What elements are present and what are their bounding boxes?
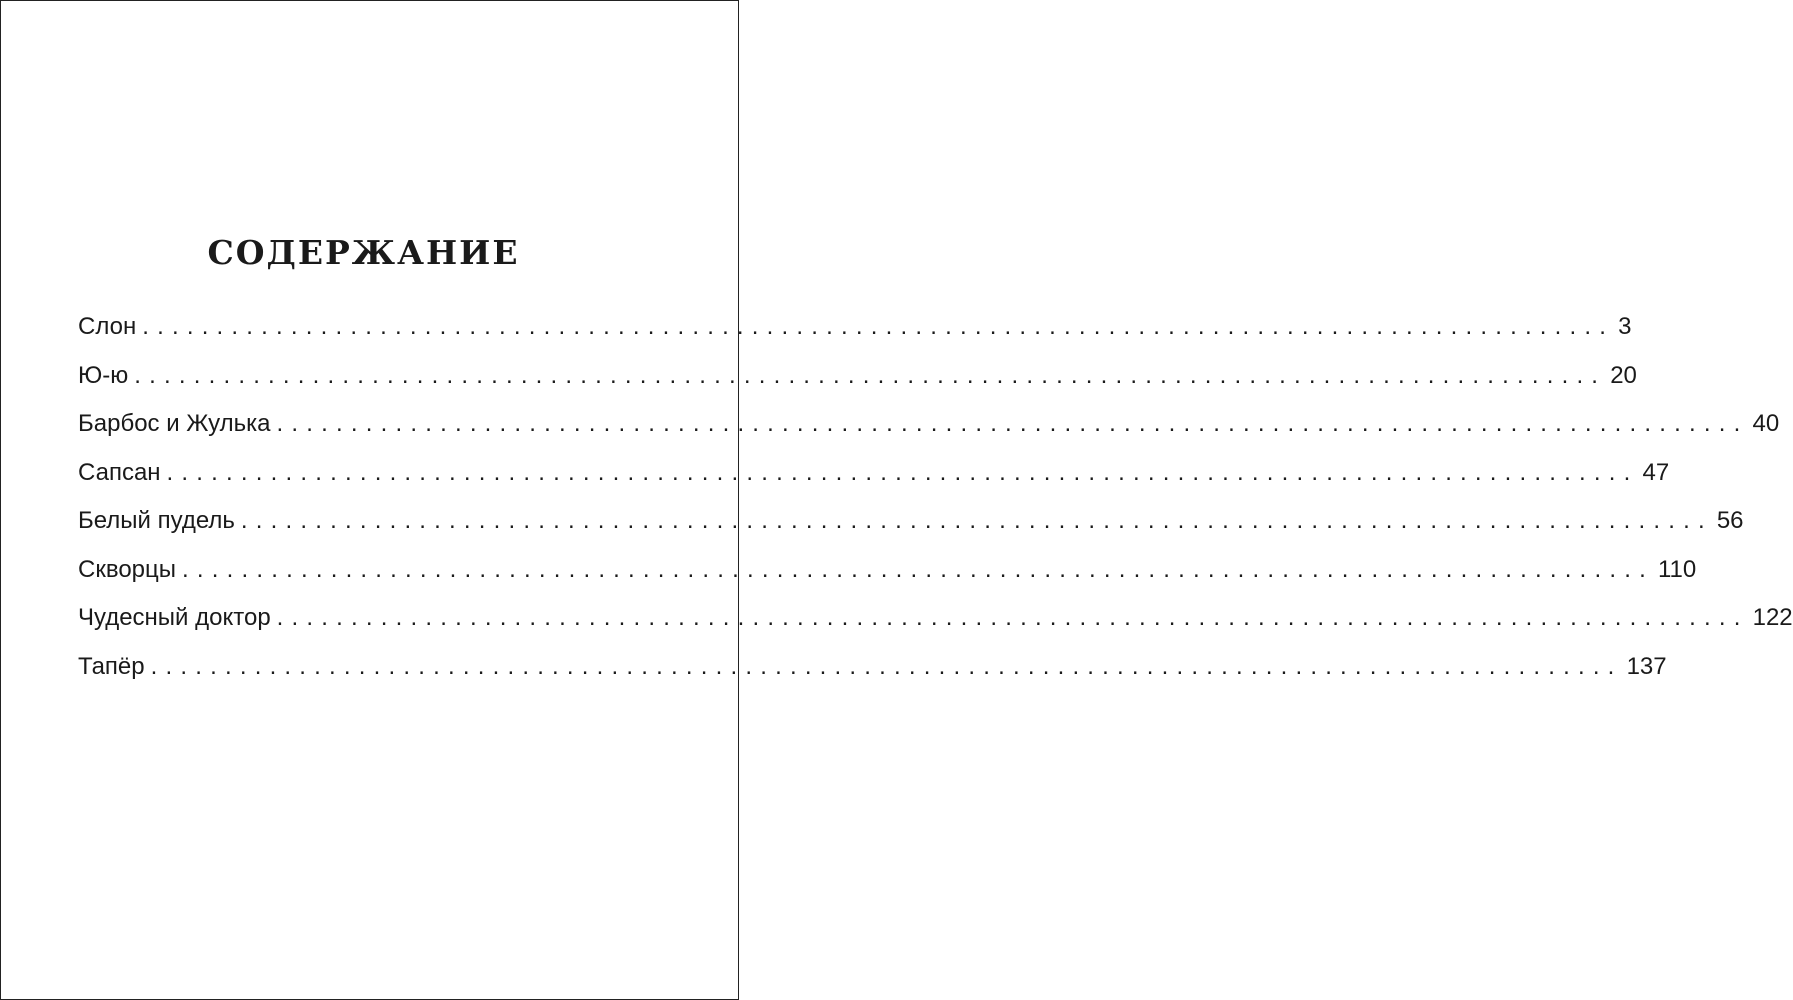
toc-entry-page-number: 56 (1716, 507, 1744, 534)
toc-entry (78, 555, 1697, 605)
table-of-contents (78, 313, 1793, 701)
toc-entry-title: Слон (78, 313, 137, 340)
toc-entry-page-number: 47 (1642, 458, 1670, 486)
toc-entry (78, 410, 1780, 459)
toc-entry-page-number: 20 (1610, 361, 1637, 389)
toc-entry (78, 604, 1793, 653)
toc-entry-page-number: 122 (1752, 604, 1793, 631)
toc-entry-title: Ю-ю (78, 361, 129, 389)
toc-entry-title: Чудесный доктор (78, 604, 271, 631)
dot-leader: ................................................................................................... (166, 458, 1639, 486)
toc-entry (78, 361, 1637, 411)
toc-entry-page-number: 137 (1626, 652, 1667, 680)
page-title: СОДЕРЖАНИЕ (207, 233, 520, 272)
toc-entry-title: Сапсан (78, 458, 161, 486)
toc-entry-page-number: 3 (1618, 313, 1632, 340)
toc-entry-title: Барбос и Жулька (78, 410, 271, 437)
toc-entry-page-number: 40 (1752, 410, 1780, 437)
dot-leader: ................................................................................................... (150, 652, 1623, 680)
dot-leader: ................................................................................................... (276, 410, 1749, 437)
toc-entry (78, 652, 1667, 702)
toc-entry-title: Белый пудель (78, 507, 235, 534)
toc-entry-title: Тапёр (78, 652, 145, 680)
toc-entry-page-number: 110 (1657, 555, 1697, 583)
dot-leader: ................................................................................................... (142, 313, 1615, 340)
toc-entry (78, 313, 1632, 362)
toc-entry-title: Скворцы (78, 555, 177, 583)
dot-leader: ................................................................................................... (240, 507, 1713, 534)
dot-leader: ................................................................................................... (276, 604, 1749, 631)
dot-leader: ................................................................................................... (134, 361, 1607, 389)
toc-entry (78, 458, 1670, 508)
dot-leader: ................................................................................................... (182, 555, 1654, 583)
toc-entry (78, 507, 1744, 556)
